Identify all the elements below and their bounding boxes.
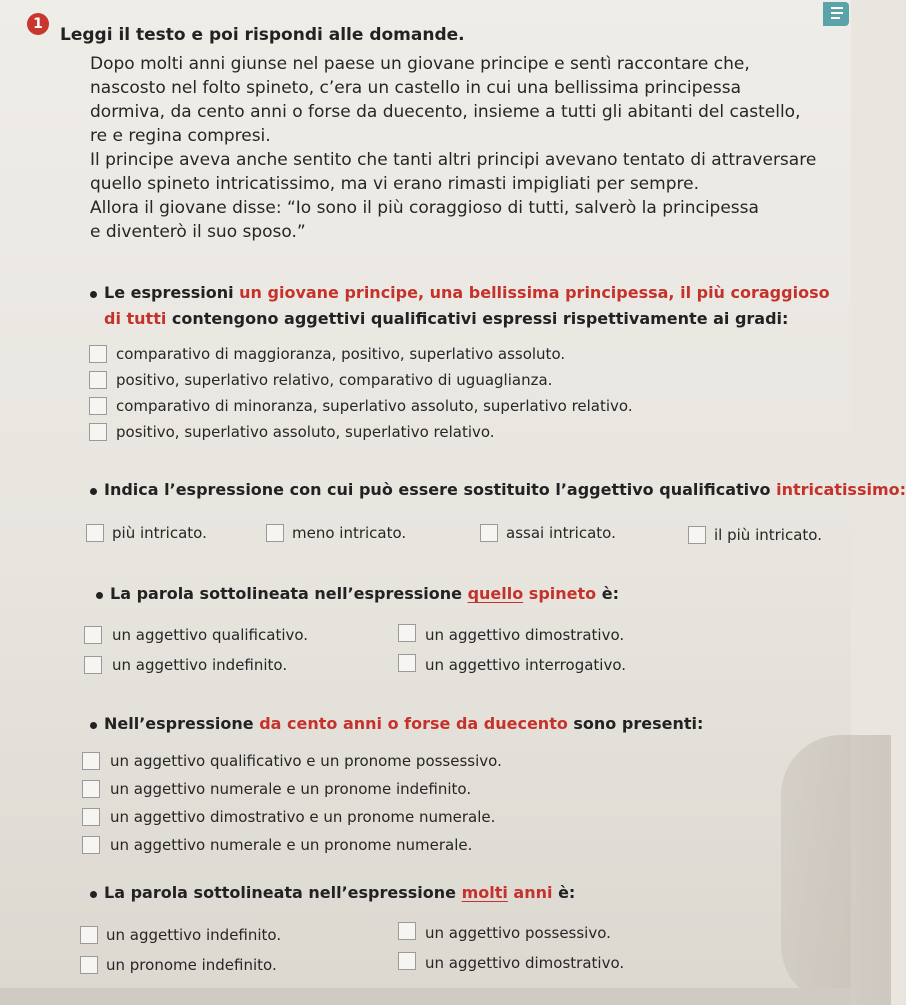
answer-option: positivo, superlativo assoluto, superlativo relativo.	[116, 423, 495, 441]
question-text: sono presenti:	[567, 714, 704, 733]
underlined-word: molti	[461, 883, 508, 902]
highlighted-expression: anni	[507, 883, 553, 902]
answer-checkbox[interactable]	[86, 524, 104, 542]
highlighted-expression: un giovane principe, una bellissima principessa, il più coraggioso	[239, 283, 830, 302]
question-text: Le espressioni	[104, 283, 240, 302]
answer-option: un aggettivo indefinito.	[112, 656, 288, 674]
question-text: è:	[596, 584, 619, 603]
answer-checkbox[interactable]	[82, 752, 100, 770]
underlined-word: quello	[467, 584, 524, 603]
highlighted-expression: spineto	[523, 584, 597, 603]
answer-option: assai intricato.	[506, 524, 616, 542]
answer-checkbox[interactable]	[266, 524, 284, 542]
question-text: La parola sottolineata nell’espressione	[104, 883, 462, 902]
answer-checkbox[interactable]	[80, 926, 98, 944]
answer-option: un aggettivo dimostrativo.	[425, 954, 625, 972]
finger-shadow	[781, 735, 891, 1005]
passage-line: Dopo molti anni giunse nel paese un giovane principe e sentì raccontare che,	[90, 54, 750, 74]
bullet	[90, 891, 97, 898]
answer-checkbox[interactable]	[688, 526, 706, 544]
answer-checkbox[interactable]	[89, 423, 107, 441]
answer-checkbox[interactable]	[84, 656, 102, 674]
question-5-prompt	[104, 883, 575, 902]
answer-checkbox[interactable]	[82, 780, 100, 798]
passage-line: Allora il giovane disse: “Io sono il più coraggioso di tutti, salverò la principessa	[90, 198, 759, 218]
highlighted-expression: intricatissimo:	[776, 480, 906, 499]
answer-checkbox[interactable]	[89, 397, 107, 415]
question-4-prompt	[104, 714, 703, 733]
question-text: La parola sottolineata nell’espressione	[110, 584, 468, 603]
answer-option: più intricato.	[112, 524, 207, 542]
answer-checkbox[interactable]	[82, 808, 100, 826]
passage-line: dormiva, da cento anni o forse da duecento, insieme a tutti gli abitanti del castello,	[90, 102, 801, 122]
answer-option: un aggettivo dimostrativo.	[425, 626, 625, 644]
highlighted-expression: di tutti	[104, 309, 167, 328]
answer-option: un aggettivo qualificativo e un pronome possessivo.	[110, 752, 502, 770]
passage-line: Il principe aveva anche sentito che tanti altri principi avevano tentato di attraversare	[90, 150, 817, 170]
exercise-instruction: Leggi il testo e poi rispondi alle domande.	[60, 25, 465, 45]
passage-line: e diventerò il suo sposo.”	[90, 222, 306, 242]
answer-checkbox[interactable]	[398, 952, 416, 970]
question-3-prompt	[110, 584, 619, 603]
answer-option: comparativo di maggioranza, positivo, superlativo assoluto.	[116, 345, 566, 363]
bullet	[90, 291, 97, 298]
question-text: è:	[552, 883, 576, 902]
passage-line: re e regina compresi.	[90, 126, 271, 146]
question-text: contengono aggettivi qualificativi espressi rispettivamente ai gradi:	[166, 309, 789, 328]
answer-option: comparativo di minoranza, superlativo assoluto, superlativo relativo.	[116, 397, 633, 415]
page-corner-icon	[817, 0, 851, 30]
answer-checkbox[interactable]	[480, 524, 498, 542]
question-1-prompt	[104, 283, 830, 302]
question-1-prompt-cont	[104, 309, 788, 328]
question-text: Indica l’espressione con cui può essere sostituito l’aggettivo qualificativo	[104, 480, 777, 499]
answer-option: meno intricato.	[292, 524, 407, 542]
question-text: Nell’espressione	[104, 714, 260, 733]
answer-option: positivo, superlativo relativo, comparativo di uguaglianza.	[116, 371, 553, 389]
passage-line: quello spineto intricatissimo, ma vi erano rimasti impigliati per sempre.	[90, 174, 699, 194]
answer-option: un pronome indefinito.	[106, 956, 277, 974]
passage-line: nascosto nel folto spineto, c’era un castello in cui una bellissima principessa	[90, 78, 741, 98]
exercise-number-badge: 1	[27, 13, 49, 35]
answer-option: un aggettivo dimostrativo e un pronome numerale.	[110, 808, 496, 826]
answer-checkbox[interactable]	[89, 371, 107, 389]
page-bottom-edge	[0, 988, 851, 1005]
answer-option: un aggettivo numerale e un pronome numerale.	[110, 836, 473, 854]
answer-checkbox[interactable]	[398, 922, 416, 940]
answer-checkbox[interactable]	[398, 624, 416, 642]
answer-checkbox[interactable]	[89, 345, 107, 363]
answer-option: il più intricato.	[714, 526, 822, 544]
highlighted-expression: da cento anni o forse da duecento	[259, 714, 568, 733]
answer-option: un aggettivo possessivo.	[425, 924, 611, 942]
bullet	[90, 488, 97, 495]
answer-checkbox[interactable]	[80, 956, 98, 974]
answer-checkbox[interactable]	[398, 654, 416, 672]
answer-option: un aggettivo interrogativo.	[425, 656, 627, 674]
question-2-prompt	[104, 480, 906, 499]
answer-option: un aggettivo numerale e un pronome indefinito.	[110, 780, 472, 798]
bullet	[90, 722, 97, 729]
answer-option: un aggettivo qualificativo.	[112, 626, 309, 644]
bullet	[96, 592, 103, 599]
answer-option: un aggettivo indefinito.	[106, 926, 282, 944]
answer-checkbox[interactable]	[82, 836, 100, 854]
answer-checkbox[interactable]	[84, 626, 102, 644]
